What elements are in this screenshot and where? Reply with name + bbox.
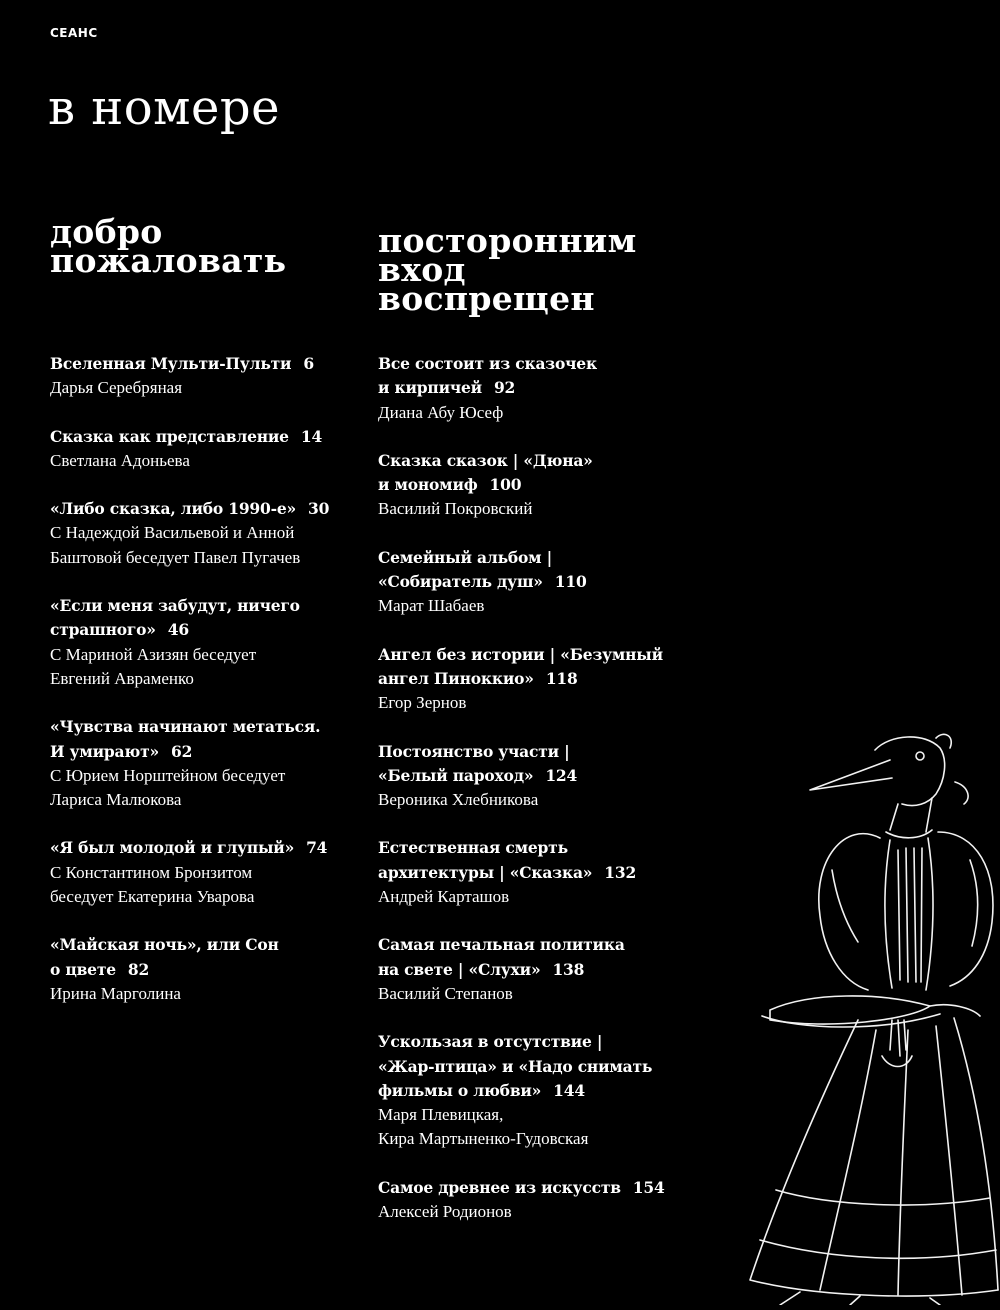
- toc-entry-title-text: о цвете: [50, 959, 116, 979]
- toc-entry-author: [50, 861, 360, 910]
- toc-right-column: [378, 352, 688, 1248]
- toc-entry-title-line: [378, 667, 688, 691]
- toc-entry-author-line: Андрей Карташов: [378, 887, 510, 907]
- toc-entry-title: [378, 1030, 688, 1103]
- toc-page-number: 154: [632, 1177, 665, 1197]
- toc-page-number: 144: [553, 1080, 585, 1100]
- toc-page-number: 6: [303, 354, 314, 373]
- toc-entry-author-line: С Мариной Азизян беседует: [50, 644, 257, 664]
- toc-entry-author: [378, 401, 688, 425]
- toc-entry-title-text: Ускользая в отсутствие |: [378, 1032, 603, 1052]
- toc-entry-title-text: Естественная смерть: [378, 838, 568, 858]
- toc-entry-author-line: С Надеждой Васильевой и Анной: [50, 523, 295, 543]
- toc-page-number: 132: [604, 862, 637, 882]
- toc-entry-title: [50, 836, 360, 860]
- toc-entry-author-line: Марат Шабаев: [378, 596, 485, 616]
- toc-entry-author-line: Лариса Малюкова: [50, 790, 182, 810]
- toc-entry-title-text: страшного»: [50, 620, 156, 640]
- toc-entry-title-line: [50, 497, 360, 521]
- toc-entry-title: [378, 643, 688, 692]
- toc-entry-author-line: Дарья Серебряная: [50, 378, 183, 398]
- toc-entry-author: [378, 885, 688, 909]
- toc-entry-title-line: [378, 861, 688, 885]
- section-title-line: посторонним: [378, 221, 637, 260]
- toc-entry-title-line: [378, 740, 688, 764]
- toc-entry: [378, 449, 688, 522]
- section-title-line: добро: [50, 212, 163, 251]
- toc-entry-title-line: [378, 449, 688, 473]
- toc-entry-title-text: «Белый пароход»: [378, 765, 534, 785]
- toc-entry-title: [378, 1176, 688, 1200]
- toc-entry-title-line: [378, 1079, 688, 1103]
- toc-page-number: 14: [300, 426, 323, 446]
- toc-entry-title-line: [378, 473, 688, 497]
- toc-entry-title-line: [378, 1055, 688, 1079]
- toc-entry-author-line: Егор Зернов: [378, 693, 467, 713]
- toc-entry-title-line: [50, 958, 360, 982]
- section-title-line: вход: [378, 250, 466, 289]
- toc-entry-title: [378, 933, 688, 982]
- toc-entry-title-line: [50, 352, 360, 376]
- toc-entry-title: [378, 836, 688, 885]
- toc-entry-title-text: И умирают»: [50, 741, 159, 761]
- toc-entry-title-text: на свете | «Слухи»: [378, 959, 541, 979]
- toc-entry-title-line: [50, 836, 360, 860]
- toc-entry: [50, 352, 360, 401]
- section-title-line: пожаловать: [50, 241, 287, 280]
- toc-entry-author: [378, 497, 688, 521]
- toc-entry: [50, 425, 360, 474]
- toc-entry-title-line: [50, 740, 360, 764]
- toc-entry: [50, 594, 360, 691]
- toc-entry-title: [378, 740, 688, 789]
- toc-entry-title-text: и мономиф: [378, 475, 478, 495]
- toc-entry-title-text: фильмы о любви»: [378, 1080, 542, 1100]
- toc-entry-author-line: Ирина Марголина: [50, 983, 181, 1003]
- toc-entry-title-text: «Чувства начинают метаться.: [50, 717, 321, 737]
- toc-entry: [50, 715, 360, 812]
- toc-entry: [378, 1176, 688, 1225]
- toc-entry-author: [378, 982, 688, 1006]
- toc-entry: [378, 740, 688, 813]
- toc-entry-title-text: «Я был молодой и глупый»: [50, 838, 295, 858]
- toc-page-number: 30: [307, 499, 330, 519]
- toc-page-number: 138: [552, 959, 585, 979]
- toc-entry-title: [50, 933, 360, 982]
- toc-entry-title-text: Все состоит из сказочек: [378, 354, 597, 373]
- toc-entry-title-line: [378, 933, 688, 957]
- toc-entry-author: [50, 982, 360, 1006]
- toc-entry-title-line: [378, 764, 688, 788]
- toc-entry: [50, 933, 360, 1006]
- section-title-line: воспрещен: [378, 279, 595, 318]
- toc-entry-title-line: [50, 425, 360, 449]
- toc-entry-title-text: ангел Пиноккио»: [378, 668, 534, 688]
- toc-entry-author-line: Баштовой беседует Павел Пугачев: [50, 547, 301, 567]
- toc-entry-title-text: архитектуры | «Сказка»: [378, 862, 593, 882]
- toc-page-number: 100: [489, 475, 522, 495]
- toc-entry-title-text: «Если меня забудут, ничего: [50, 596, 300, 616]
- toc-entry-title-line: [378, 376, 688, 400]
- toc-page-number: 62: [171, 741, 193, 761]
- toc-entry-title-line: [50, 933, 360, 957]
- toc-entry-title: [378, 546, 688, 595]
- toc-entry-title-text: «Либо сказка, либо 1990-е»: [50, 499, 296, 519]
- toc-entry: [378, 546, 688, 619]
- toc-entry-author: [50, 449, 360, 473]
- toc-entry: [50, 497, 360, 570]
- toc-entry-title-text: Сказка сказок | «Дюна»: [378, 450, 593, 470]
- toc-entry-title-text: Ангел без истории | «Безумный: [378, 644, 663, 664]
- toc-entry: [378, 352, 688, 425]
- toc-entry-title-line: [378, 546, 688, 570]
- toc-entry-author: [50, 643, 360, 692]
- toc-entry-title-text: Сказка как представление: [50, 426, 289, 446]
- toc-entry-title-line: [378, 1176, 688, 1200]
- toc-page-number: 46: [167, 620, 189, 640]
- toc-entry-author: [378, 1200, 688, 1224]
- toc-entry-title-line: [50, 715, 360, 739]
- toc-entry: [378, 643, 688, 716]
- toc-entry-title-line: [50, 618, 360, 642]
- toc-entry-author-line: Алексей Родионов: [378, 1202, 512, 1222]
- toc-entry-author: [378, 788, 688, 812]
- toc-entry-title: [378, 449, 688, 498]
- page-title: в номере: [48, 80, 281, 136]
- toc-entry-title-text: и кирпичей: [378, 378, 482, 398]
- toc-left-column: [50, 352, 360, 1030]
- toc-entry-author: [50, 521, 360, 570]
- toc-entry-author-line: Кира Мартыненко-Гудовская: [378, 1129, 589, 1149]
- bird-headed-woman-illustration: [740, 720, 1000, 1305]
- toc-entry-title-line: [378, 570, 688, 594]
- toc-entry: [50, 836, 360, 909]
- toc-entry-title-text: «Собиратель душ»: [378, 572, 543, 592]
- toc-entry-author-line: С Юрием Норштейном беседует: [50, 765, 286, 785]
- toc-entry: [378, 1030, 688, 1151]
- toc-entry-title-line: [50, 594, 360, 618]
- toc-entry: [378, 836, 688, 909]
- toc-entry-author-line: Диана Абу Юсеф: [378, 402, 504, 422]
- toc-page-number: 124: [545, 765, 578, 785]
- toc-entry-author: [50, 764, 360, 813]
- toc-entry-author-line: С Константином Бронзитом: [50, 862, 253, 882]
- toc-entry: [378, 933, 688, 1006]
- toc-page-number: 74: [306, 838, 328, 858]
- toc-entry-author-line: беседует Екатерина Уварова: [50, 887, 255, 907]
- toc-entry-author: [50, 376, 360, 400]
- toc-entry-title-line: [378, 643, 688, 667]
- toc-entry-title-line: [378, 958, 688, 982]
- toc-entry-title-text: «Майская ночь», или Сон: [50, 935, 279, 955]
- toc-entry-title: [50, 352, 360, 376]
- magazine-logo: СЕАНС: [50, 26, 98, 40]
- toc-entry-author-line: Светлана Адоньева: [50, 450, 190, 470]
- toc-page-number: 82: [127, 959, 150, 979]
- section-title-welcome: [50, 212, 287, 280]
- toc-entry-author-line: Вероника Хлебникова: [378, 790, 539, 810]
- toc-entry-title-text: Семейный альбом |: [378, 547, 553, 567]
- toc-entry-title-text: Постоянство участи |: [378, 741, 570, 761]
- toc-entry-title: [50, 497, 360, 521]
- toc-entry-title: [50, 425, 360, 449]
- toc-entry-title-text: «Жар-птица» и «Надо снимать: [378, 1056, 653, 1076]
- toc-entry-title-line: [378, 352, 688, 376]
- toc-entry-author: [378, 594, 688, 618]
- toc-page-number: 92: [493, 378, 516, 398]
- toc-entry-author-line: Василий Степанов: [378, 983, 513, 1003]
- toc-entry-title: [50, 594, 360, 643]
- toc-entry-title-line: [378, 836, 688, 860]
- toc-entry-author-line: Василий Покровский: [378, 499, 533, 519]
- toc-entry-title: [50, 715, 360, 764]
- toc-entry-author-line: Маря Плевицкая,: [378, 1105, 504, 1125]
- toc-page-number: 118: [545, 668, 578, 688]
- toc-entry-author: [378, 691, 688, 715]
- toc-entry-title-text: Самая печальная политика: [378, 935, 625, 955]
- toc-entry-title-text: Вселенная Мульти-Пульти: [50, 354, 292, 373]
- toc-entry-title-line: [378, 1030, 688, 1054]
- toc-entry-title: [378, 352, 688, 401]
- toc-entry-author: [378, 1103, 688, 1152]
- toc-entry-author-line: Евгений Авраменко: [50, 668, 194, 688]
- section-title-no-entry: [378, 221, 637, 318]
- toc-entry-title-text: Самое древнее из искусств: [378, 1177, 621, 1197]
- toc-page-number: 110: [554, 572, 587, 592]
